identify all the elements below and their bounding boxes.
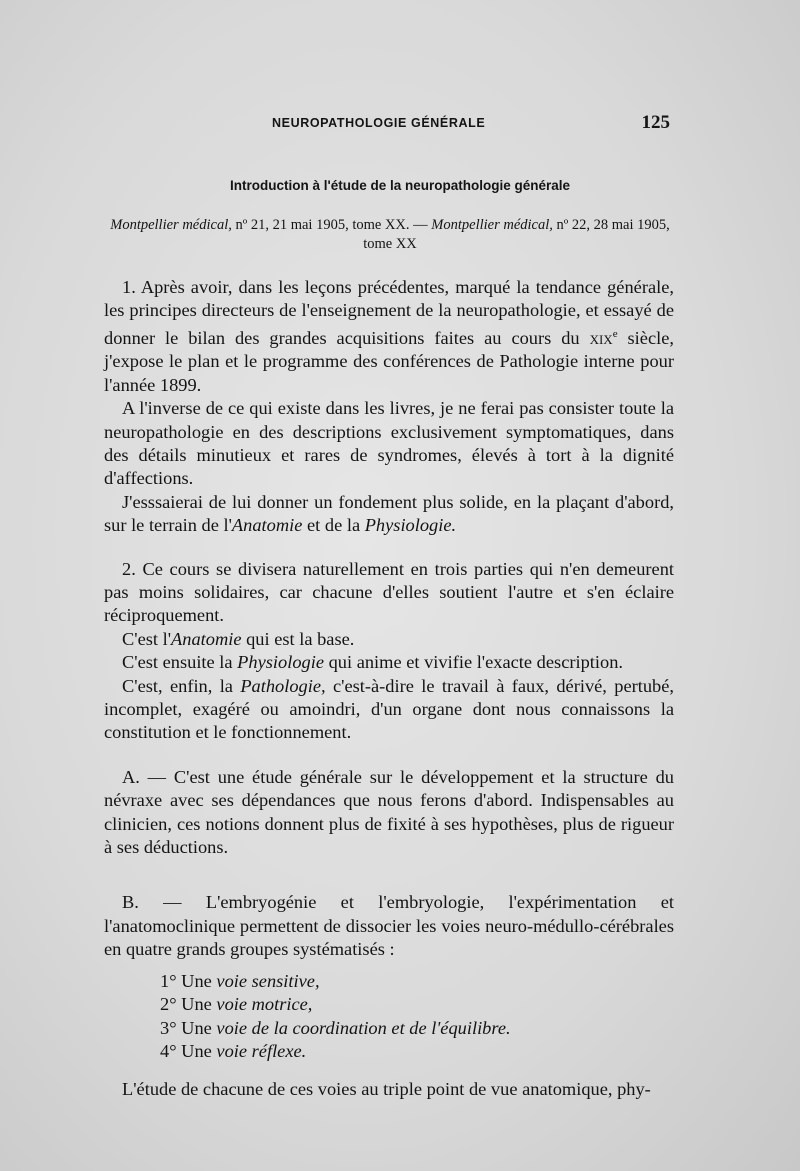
citation-line-2: tome XX <box>363 236 417 252</box>
paragraph-1: 1. Après avoir, dans les leçons précédentes, marqué la tendance générale, les principes directeurs de l'enseignement de la neuropathologie, et essayé de donner le bilan des grandes acquisitions faites au cours du xix$^e$ siècle, j'expose le plan et le programme des conférences de Pathologie interne pour l'année 1899. <box>104 277 674 395</box>
paragraph-10: L'étude de chacune de ces voies au triple point de vue anatomique, phy- <box>122 1079 651 1100</box>
paragraph-8: A. — C'est une étude générale sur le développement et la structure du névraxe avec ses dépendances que nous ferons d'abord. Indispensables au clinicien, ces notions donnent plus de fixité à ses hypothèses, plus de rigueur à ses déductions. <box>104 766 674 858</box>
list-item: 2° Une voie motrice, <box>160 994 313 1015</box>
running-title: NEUROPATHOLOGIE GÉNÉRALE <box>272 116 486 130</box>
citation-line-1 <box>100 216 680 235</box>
paragraph-2: A l'inverse de ce qui existe dans les livres, je ne ferai pas consister toute la neuropathologie en des descriptions exclusivement symptomatiques, dans des détails minutieux et rares de syndromes, élevés à tort à la dignité d'affections. <box>104 398 674 489</box>
journal-name: Montpellier médical, <box>431 217 553 233</box>
section-title: Introduction à l'étude de la neuropathologie générale <box>230 178 570 193</box>
list-item: 3° Une voie de la coordination et de l'équilibre. <box>160 1017 511 1038</box>
paragraph-6: C'est ensuite la Physiologie qui anime et vivifie l'exacte description. <box>122 652 623 673</box>
page-number: 125 <box>641 112 670 133</box>
pathway-list <box>160 970 674 1064</box>
paragraph-7: C'est, enfin, la Pathologie, c'est-à-dire le travail à faux, dérivé, pertubé, incomplet, exagéré ou amoindri, d'un organe dont nous connaissons la constitution et le fonctionnement. <box>104 675 674 743</box>
list-item: 4° Une voie réflexe. <box>160 1040 307 1061</box>
paragraph-4: 2. Ce cours se divisera naturellement en trois parties qui n'en demeurent pas moins solidaires, car chacune d'elles soutient l'autre et s'en éclaire réciproquement. <box>104 558 674 626</box>
journal-name: Montpellier médical, <box>110 217 232 233</box>
citation-ref: nº 22, 28 mai 1905, <box>552 217 670 233</box>
citation <box>100 216 680 254</box>
paragraph-5: C'est l'Anatomie qui est la base. <box>122 628 355 649</box>
body-text <box>104 276 674 1102</box>
paragraph-9: B. — L'embryogénie et l'embryologie, l'expérimentation et l'anatomoclinique permettent de dissocier les voies neuro-médullo-cérébrales en quatre grands groupes systématisés : <box>104 892 674 960</box>
running-head <box>0 112 800 136</box>
paragraph-3: J'esssaierai de lui donner un fondement plus solide, en la plaçant d'abord, sur le terrain de l'Anatomie et de la Physiologie. <box>104 491 674 536</box>
century-numeral: xix <box>589 327 613 348</box>
list-item: 1° Une voie sensitive, <box>160 970 320 991</box>
citation-ref: nº 21, 21 mai 1905, tome XX. — <box>231 217 432 233</box>
paragraph-number: 1. <box>122 277 136 297</box>
